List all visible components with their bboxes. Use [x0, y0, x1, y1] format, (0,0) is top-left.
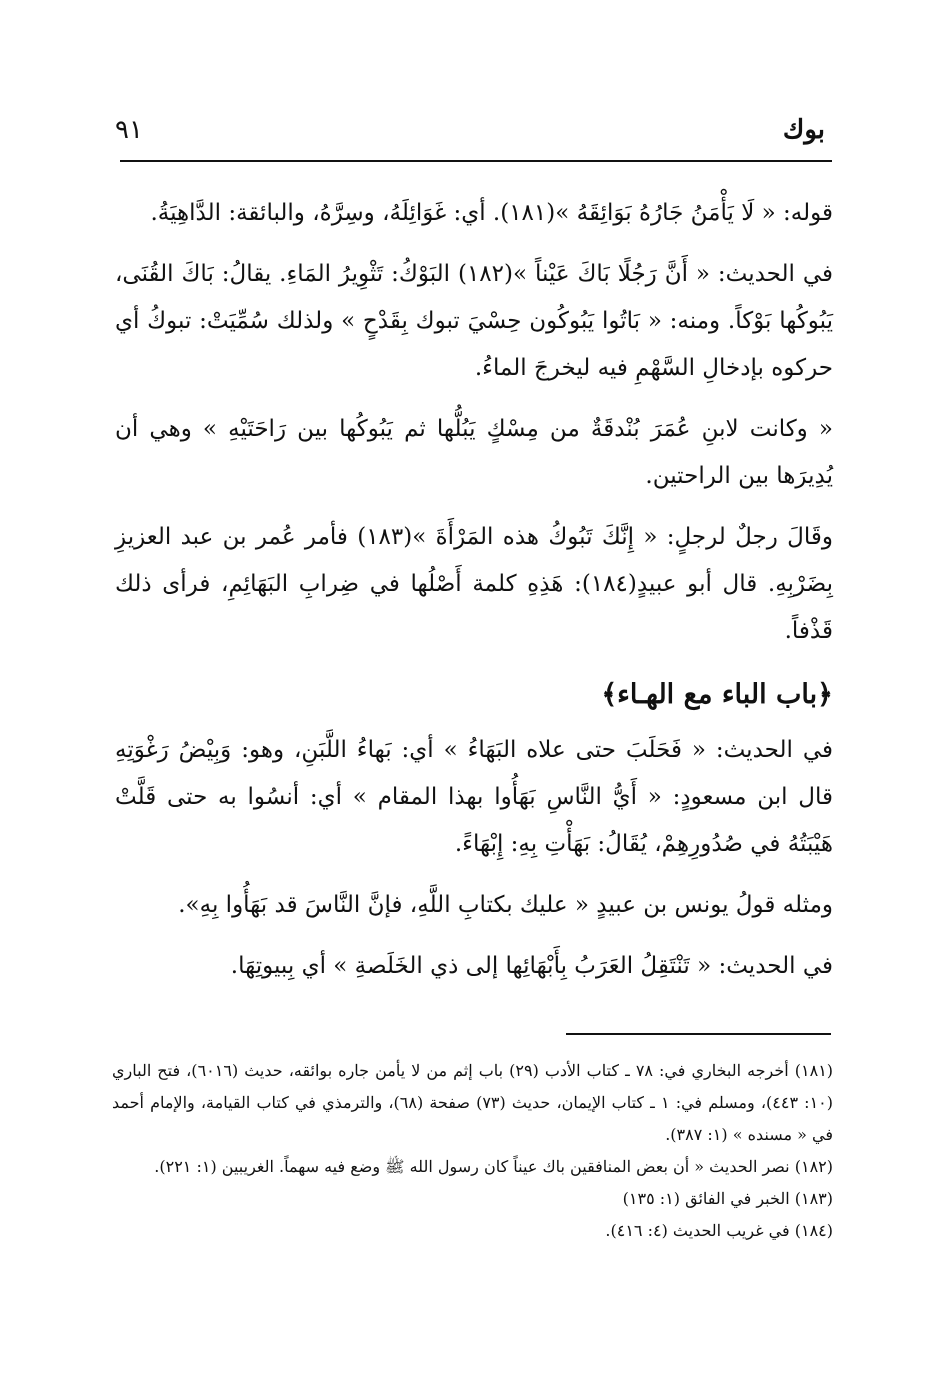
section-heading: ﴿باب الباء مع الهـاء﴾	[601, 679, 833, 710]
footnotes	[112, 1055, 833, 1247]
paragraph: قوله: « لَا يَأْمَنُ جَارُهُ بَوَائِقَهُ »(١٨١). أي: غَوَائِلَهُ، وسِرَّهُ، والبائقة: الدَّاهِيَةُ.	[150, 200, 833, 226]
footnote: (١٨٣) الخبر في الفائق (١: ١٣٥)	[622, 1189, 833, 1208]
page-number: ٩١	[115, 115, 143, 145]
paragraph: « وكانت لابنِ عُمَرَ بُنْدقَةٌ من مِسْكٍ يَبُلُّها ثم يَبُوكُها بين رَاحَتَيْهِ » وهي أن يُدِيرَها بين الراحتين.	[115, 416, 833, 489]
footnote: (١٨٤) في غريب الحديث (٤: ٤١٦).	[605, 1221, 833, 1240]
main-text	[115, 190, 833, 1004]
paragraph: في الحديث: « فَحَلَبَ حتى علاه البَهَاءُ » أي: بَهاءُ اللَّبَنِ، وهو: وَبِيْضُ رَغْوَتِهِ قال ابن مسعودٍ: « أَيُّ النَّاسِ بَهَأُوا بهذا المقام » أي: أنسُوا به حتى قَلَّتْ هَيْبَتُهُ في صُدُورِهِمْ، يُقَالُ: بَهَأْتِ بِهِ: إِبْهَاءً.	[115, 737, 833, 857]
footnote-rule	[566, 1033, 831, 1035]
footnote: (١٨٢) نصر الحديث « أن بعض المنافقين باك عيناً كان رسول الله ﷺ وضع فيه سهماً. الغريبين (١: ٢٢١).	[154, 1157, 833, 1176]
paragraph: وقَالَ رجلٌ لرجلٍ: « إِنَّكَ تَبُوكُ هذه المَرْأَةَ »(١٨٣) فأمر عُمر بن عبد العزيزِ بِضَرْبِهِ. قال أبو عبيدٍ(١٨٤): هَذِهِ كلمة أَصْلُها في ضِرابِ البَهَائِمِ، فرأى ذلك قَذْفاً.	[115, 524, 833, 644]
paragraph: في الحديث: « أَنَّ رَجُلًا بَاكَ عَيْناً »(١٨٢) البَوْكُ: تَثْوِيرُ المَاءِ. يقالُ: بَاكَ القُنَى، يَبُوكُها بَوْكاً. ومنه: « بَاتُوا يَبُوكُون حِسْيَ تبوك بِقَدْحٍ » ولذلك سُمِّيَتْ: تبوكُ أي حركوه بإدخالِ السَّهْمِ فيه ليخرجَ الماءُ.	[115, 261, 833, 381]
paragraph: ومثله قولُ يونس بن عبيدٍ « عليك بكتابِ اللَّهِ، فإنَّ النَّاسَ قد بَهَأُوا بِهِ».	[178, 892, 833, 918]
paragraph: في الحديث: « تَنْتَقِلُ العَرَبُ بِأَبْهَائِها إلى ذي الخَلَصةِ » أي بِبيوتِهَا.	[230, 953, 833, 979]
running-title: بوك	[782, 115, 825, 145]
footnote: (١٨١) أخرجه البخاري في: ٧٨ ـ كتاب الأدب (٢٩) باب إثم من لا يأمن جاره بوائقه، حديث (٦٠١٦)، فتح الباري (١٠: ٤٤٣)، ومسلم في: ١ ـ كتاب الإيمان، حديث (٧٣) صفحة (٦٨)، والترمذي في كتاب القيامة، والإمام أحمد في « مسنده » (١: ٣٨٧).	[112, 1061, 834, 1144]
header-rule	[120, 160, 832, 162]
